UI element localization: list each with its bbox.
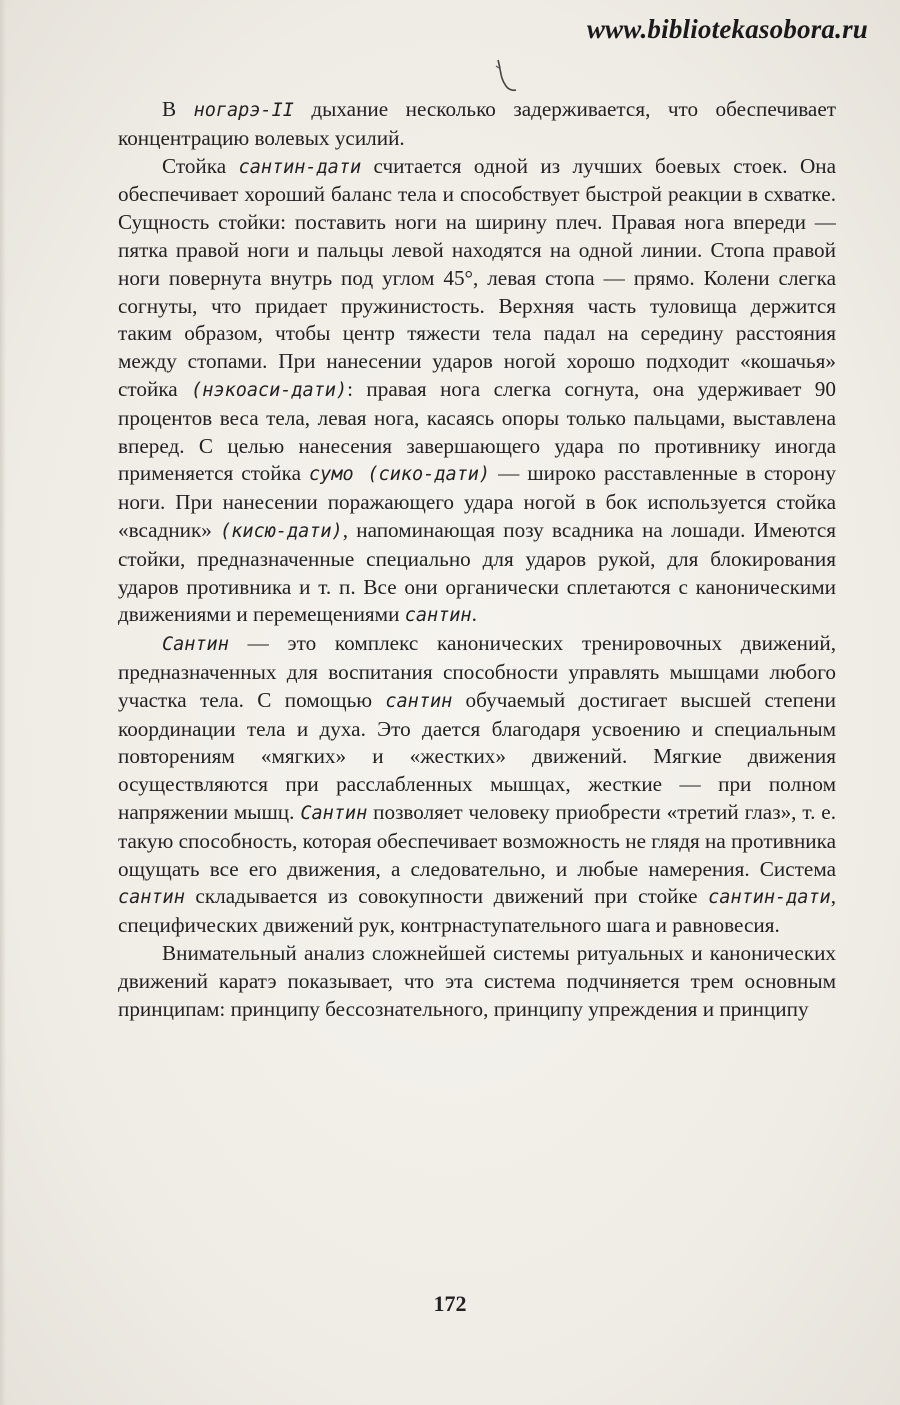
text-run: Внимательный анализ сложнейшей системы ритуальных и канонических движений каратэ показывает, что эта система подчиняется трем основным принципам: принципу бессознательного, принципу упреждения и принципу: [118, 940, 836, 1021]
page-edge-shadow: [0, 0, 6, 1405]
text-run: считается одной из лучших боевых стоек. Она обеспечивает хороший баланс тела и способствует быстрой реакции в схватке. Сущность стойки: поставить ноги на ширину плеч. Правая нога впереди — пятка правой ноги и пальцы левой находятся на одной линии. Стопа правой ноги повернута внутрь под углом 45°, левая стопа — прямо. Колени слегка согнуты, что придает пружинистость. Верхняя часть туловища держится таким образом, чтобы центр тяжести тела падал на середину расстояния между стопами. При нанесении ударов ногой хорошо подходит «кошачья» стойка: [118, 153, 836, 401]
italic-term: сантин: [385, 690, 453, 712]
text-run: , напоминающая позу всадника на лошади. Имеются стойки, предназначенные специально для ударов рукой, для блокирования ударов противника и т. п. Все они органически сплетаются с каноническими движениями и перемещениями: [118, 517, 836, 627]
text-run: .: [471, 602, 477, 627]
italic-term: сантин-дати: [708, 887, 831, 909]
text-run: дыхание несколько задерживается, что обеспечивает концентрацию волевых усилий.: [118, 97, 836, 150]
italic-term: сумо (сико-дати): [309, 464, 491, 486]
site-watermark: www.bibliotekasobora.ru: [586, 14, 868, 44]
text-run: позволяет человеку приобрести «третий глаз», т. е. такую способность, которая обеспечивает возможность не глядя на противника ощущать все его движения, а следовательно, и любые намерения. Система: [118, 799, 836, 881]
italic-term: (кисю-дати): [220, 520, 343, 542]
text-run: : правая нога слегка согнута, она удерживает 90 процентов веса тела, левая нога, касаясь опоры только пальцами, выставлена вперед. С целью нанесения завершающего удара по противнику иногда применяется стойка: [118, 376, 836, 486]
italic-term: сантин: [404, 605, 472, 627]
text-run: складывается из совокупности движений при стойке: [184, 884, 709, 909]
paragraph: [118, 153, 836, 631]
paragraph: [118, 630, 836, 940]
text-run: обучаемый достигает высшей степени координации тела и духа. Это дается благодаря усвоению и специальным повторениям «мягких» и «жестких» движений. Мягкие движения осуществляются при расслабленных мышцах, жесткие — при полном напряжении мышц.: [118, 687, 836, 824]
italic-term: ногарэ-II: [193, 100, 294, 121]
scan-mark: [492, 56, 522, 96]
text-run: В: [162, 97, 194, 121]
italic-term: (нэкоаси-дати): [191, 379, 348, 401]
text-run: — широко расставленные в сторону ноги. При нанесении поражающего удара ногой в бок используется стойка «всадник»: [118, 461, 836, 542]
italic-term: Сантин: [300, 802, 368, 824]
body-text: [118, 96, 836, 1023]
italic-term: сантин-дати: [238, 156, 362, 178]
paragraph: [118, 96, 836, 153]
text-run: , специфических движений рук, контрнаступательного шага и равновесия.: [118, 884, 836, 938]
text-run: Стойка: [162, 153, 239, 178]
paragraph: [118, 940, 836, 1023]
italic-term: Сантин: [162, 634, 229, 656]
italic-term: сантин: [118, 887, 185, 909]
page-number: 172: [433, 1291, 467, 1316]
text-run: — это комплекс канонических тренировочных движений, предназначенных для воспитания способности управлять мышцами любого участка тела. С помощью: [118, 631, 836, 712]
